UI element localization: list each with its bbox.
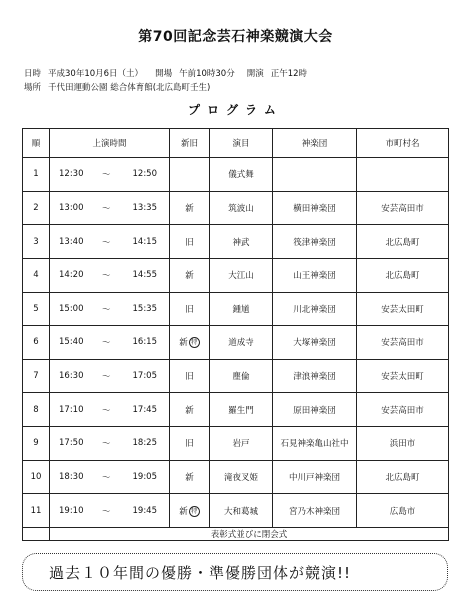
- start-time: 16:30: [59, 371, 84, 382]
- row-troupe: 横田神楽団: [273, 191, 357, 225]
- row-time: [50, 158, 170, 192]
- table-row: [23, 258, 449, 292]
- row-order: 6: [23, 326, 50, 360]
- row-troupe: 川北神楽団: [273, 292, 357, 326]
- start-time: 13:00: [59, 202, 84, 213]
- start-time: 15:40: [59, 337, 84, 348]
- row-town: [357, 158, 449, 192]
- end-time: 13:35: [132, 202, 157, 213]
- new-old-label: 新: [179, 338, 188, 349]
- row-order: 4: [23, 258, 50, 292]
- start-time: 17:10: [59, 404, 84, 415]
- end-time: 14:15: [132, 236, 157, 247]
- row-title: 神武: [210, 225, 273, 259]
- row-new-old: [170, 191, 210, 225]
- event-datetime-line: [24, 67, 314, 79]
- header-order: 順: [23, 129, 50, 158]
- venue-value: 千代田運動公園 総合体育館(北広島町壬生): [48, 83, 211, 93]
- row-new-old: [170, 427, 210, 461]
- new-old-label: 新: [185, 271, 194, 282]
- row-town: 安芸高田市: [357, 191, 449, 225]
- row-town: 安芸太田町: [357, 292, 449, 326]
- program-table: [22, 128, 449, 541]
- row-new-old: [170, 158, 210, 192]
- row-order: 7: [23, 359, 50, 393]
- row-time: [50, 191, 170, 225]
- row-title: 岩戸: [210, 427, 273, 461]
- row-time: [50, 292, 170, 326]
- row-troupe: 石見神楽亀山社中: [273, 427, 357, 461]
- table-row: [23, 225, 449, 259]
- time-separator: ～: [102, 237, 111, 248]
- row-order: 11: [23, 494, 50, 528]
- time-separator: ～: [102, 405, 111, 416]
- header-troupe: 神楽団: [273, 129, 357, 158]
- row-town: 安芸高田市: [357, 393, 449, 427]
- end-time: 14:55: [132, 270, 157, 281]
- row-new-old: [170, 225, 210, 259]
- new-old-label: 新: [185, 203, 194, 214]
- venue-label: 場所: [24, 83, 42, 93]
- row-troupe: 山王神楽団: [273, 258, 357, 292]
- event-venue-line: [24, 81, 217, 93]
- table-row: [23, 460, 449, 494]
- row-time: [50, 258, 170, 292]
- open-label: 開場: [155, 69, 173, 79]
- end-time: 12:50: [132, 169, 157, 180]
- row-town: 北広島町: [357, 258, 449, 292]
- row-town: 安芸高田市: [357, 326, 449, 360]
- row-new-old: [170, 292, 210, 326]
- row-town: 広島市: [357, 494, 449, 528]
- row-new-old: [170, 359, 210, 393]
- closing-blank: [23, 528, 50, 541]
- row-troupe: 津浪神楽団: [273, 359, 357, 393]
- end-time: 18:25: [132, 438, 157, 449]
- row-town: 北広島町: [357, 460, 449, 494]
- row-time: [50, 225, 170, 259]
- new-old-label: 旧: [185, 439, 194, 450]
- highlight-banner: [22, 553, 448, 591]
- row-troupe: 大塚神楽団: [273, 326, 357, 360]
- row-order: 9: [23, 427, 50, 461]
- new-old-label: 旧: [185, 237, 194, 248]
- start-time: 15:00: [59, 303, 84, 314]
- end-time: 17:45: [132, 404, 157, 415]
- row-troupe: 筏津神楽団: [273, 225, 357, 259]
- special-mark: 特: [189, 506, 200, 517]
- time-separator: ～: [102, 170, 111, 181]
- row-time: [50, 326, 170, 360]
- row-new-old: [170, 326, 210, 360]
- row-town: 浜田市: [357, 427, 449, 461]
- row-time: [50, 427, 170, 461]
- time-separator: ～: [102, 304, 111, 315]
- row-title: 筑波山: [210, 191, 273, 225]
- end-time: 19:05: [132, 471, 157, 482]
- page-title: 第70回記念芸石神楽競演大会: [138, 29, 333, 45]
- start-time: 18:30: [59, 471, 84, 482]
- time-separator: ～: [102, 439, 111, 450]
- time-separator: ～: [102, 203, 111, 214]
- header-time: 上演時間: [50, 129, 170, 158]
- start-time: 13:40: [59, 236, 84, 247]
- start-time: 19:10: [59, 505, 84, 516]
- row-title: 鍾馗: [210, 292, 273, 326]
- table-row: [23, 359, 449, 393]
- end-time: 16:15: [132, 337, 157, 348]
- new-old-label: 旧: [185, 372, 194, 383]
- time-separator: ～: [102, 271, 111, 282]
- table-row: [23, 326, 449, 360]
- header-new-old: 新旧: [170, 129, 210, 158]
- time-separator: ～: [102, 506, 111, 517]
- row-order: 2: [23, 191, 50, 225]
- table-row: [23, 393, 449, 427]
- date-value: 平成30年10月6日（土）: [48, 69, 144, 79]
- row-title: 大和葛城: [210, 494, 273, 528]
- row-troupe: 原田神楽団: [273, 393, 357, 427]
- header-town: 市町村名: [357, 129, 449, 158]
- start-time: 17:50: [59, 438, 84, 449]
- start-label: 開演: [246, 69, 264, 79]
- closing-ceremony: 表彰式並びに閉会式: [50, 528, 449, 541]
- table-row: [23, 158, 449, 192]
- row-time: [50, 460, 170, 494]
- table-header-row: [23, 129, 449, 158]
- time-separator: ～: [102, 372, 111, 383]
- time-separator: ～: [102, 338, 111, 349]
- row-troupe: [273, 158, 357, 192]
- row-order: 3: [23, 225, 50, 259]
- row-title: 大江山: [210, 258, 273, 292]
- table-row: [23, 427, 449, 461]
- row-order: 8: [23, 393, 50, 427]
- closing-row: [23, 528, 449, 541]
- row-title: 道成寺: [210, 326, 273, 360]
- row-new-old: [170, 460, 210, 494]
- table-row: [23, 191, 449, 225]
- table-row: [23, 494, 449, 528]
- date-label: 日時: [24, 69, 42, 79]
- start-time: 12:30: [59, 169, 84, 180]
- end-time: 19:45: [132, 505, 157, 516]
- row-town: 北広島町: [357, 225, 449, 259]
- row-new-old: [170, 258, 210, 292]
- row-title: 羅生門: [210, 393, 273, 427]
- row-order: 1: [23, 158, 50, 192]
- open-value: 午前10時30分: [179, 69, 235, 79]
- row-order: 10: [23, 460, 50, 494]
- row-title: 塵倫: [210, 359, 273, 393]
- row-new-old: [170, 494, 210, 528]
- row-time: [50, 494, 170, 528]
- new-old-label: 新: [185, 472, 194, 483]
- start-time: 14:20: [59, 270, 84, 281]
- end-time: 17:05: [132, 371, 157, 382]
- table-row: [23, 292, 449, 326]
- row-time: [50, 359, 170, 393]
- row-time: [50, 393, 170, 427]
- program-heading: プログラム: [188, 103, 283, 117]
- row-title: 滝夜叉姫: [210, 460, 273, 494]
- new-old-label: 新: [179, 506, 188, 517]
- header-title: 演目: [210, 129, 273, 158]
- row-order: 5: [23, 292, 50, 326]
- row-troupe: 宮乃木神楽団: [273, 494, 357, 528]
- end-time: 15:35: [132, 303, 157, 314]
- row-troupe: 中川戸神楽団: [273, 460, 357, 494]
- special-mark: 特: [189, 337, 200, 348]
- new-old-label: 旧: [185, 304, 194, 315]
- row-new-old: [170, 393, 210, 427]
- new-old-label: 新: [185, 405, 194, 416]
- row-town: 安芸太田町: [357, 359, 449, 393]
- row-title: 儀式舞: [210, 158, 273, 192]
- banner-text: 過去１０年間の優勝・準優勝団体が競演!!: [49, 563, 352, 582]
- start-value: 正午12時: [270, 69, 308, 79]
- time-separator: ～: [102, 472, 111, 483]
